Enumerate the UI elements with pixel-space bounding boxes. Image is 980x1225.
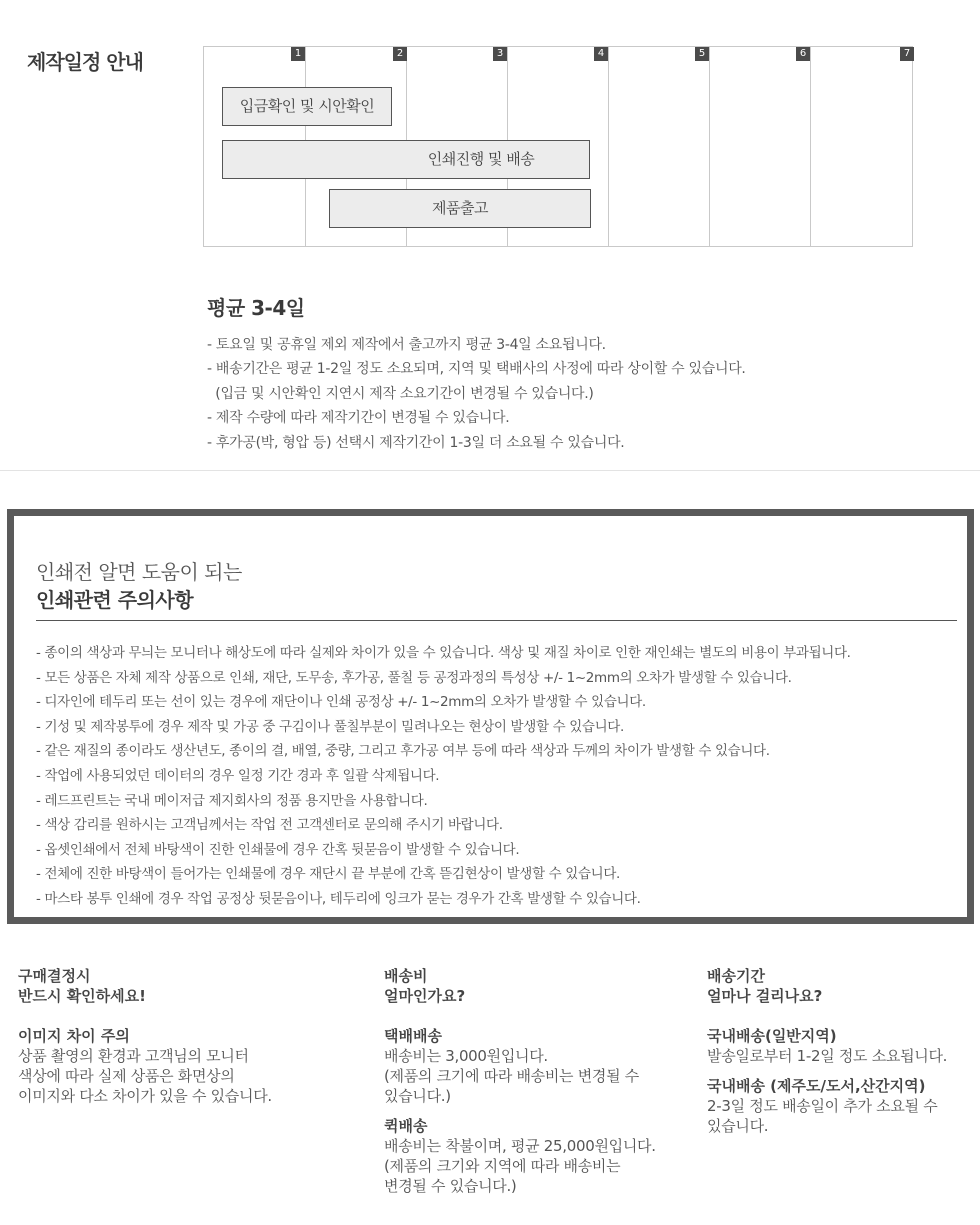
purchase-info-column: [18, 966, 358, 1116]
schedule-bar-release: 제품출고: [329, 189, 591, 228]
shipping-period-heading: 배송기간 얼마나 걸리나요?: [707, 967, 823, 1005]
schedule-grid: [203, 46, 913, 247]
quick-delivery-title: 퀵배송: [384, 1117, 428, 1135]
average-note: - 배송기간은 평균 1-2일 정도 소요되며, 지역 및 택배사의 사정에 따라 상이할 수 있습니다.: [207, 361, 746, 378]
grid-line: [608, 47, 609, 246]
day-number-4: 4: [594, 47, 608, 61]
notice-title: 인쇄관련 주의사항: [36, 588, 194, 612]
shipping-period-column: [707, 966, 977, 1146]
average-title: 평균 3-4일: [207, 296, 305, 320]
day-number-2: 2: [393, 47, 407, 61]
day-number-5: 5: [695, 47, 709, 61]
schedule-bar-payment: 입금확인 및 시안확인: [222, 87, 392, 126]
image-difference-title: 이미지 차이 주의: [18, 1027, 130, 1045]
day-number-3: 3: [493, 47, 507, 61]
shipping-fee-column: [384, 966, 684, 1206]
notice-item: - 옵셋인쇄에서 전체 바탕색이 진한 인쇄물에 경우 간혹 뒷묻음이 발생할 수 있습니다.: [36, 841, 520, 858]
quick-delivery-text: 배송비는 착불이며, 평균 25,000원입니다. (제품의 크기와 지역에 따라 배송비는 변경될 수 있습니다.): [384, 1137, 656, 1195]
notice-item: - 디자인에 테두리 또는 선이 있는 경우에 재단이나 인쇄 공정상 +/- 1~2mm의 오차가 발생할 수 있습니다.: [36, 694, 646, 711]
parcel-delivery-text: 배송비는 3,000원입니다. (제품의 크기에 따라 배송비는 변경될 수 있습니다.): [384, 1047, 639, 1105]
notice-item: - 마스타 봉투 인쇄에 경우 작업 공정상 뒷묻음이나, 테두리에 잉크가 묻는 경우가 간혹 발생할 수 있습니다.: [36, 890, 641, 907]
day-number-7: 7: [900, 47, 914, 61]
purchase-heading: 구매결정시 반드시 확인하세요!: [18, 967, 146, 1005]
average-notes: [207, 333, 746, 455]
notice-item: - 레드프린트는 국내 메이저급 제지회사의 정품 용지만을 사용합니다.: [36, 792, 428, 809]
notice-item: - 같은 재질의 종이라도 생산년도, 종이의 결, 배열, 중량, 그리고 후가공 여부 등에 따라 색상과 두께의 차이가 발생할 수 있습니다.: [36, 743, 770, 760]
average-note: (입금 및 시안확인 지연시 제작 소요기간이 변경될 수 있습니다.): [207, 385, 594, 402]
image-difference-text: 상품 촬영의 환경과 고객님의 모니터 색상에 따라 실제 상품은 화면상의 이미지와 다소 차이가 있을 수 있습니다.: [18, 1047, 272, 1105]
domestic-island-text: 2-3일 정도 배송일이 추가 소요될 수 있습니다.: [707, 1097, 938, 1135]
grid-line: [810, 47, 811, 246]
print-notice-box: [7, 509, 974, 924]
shipping-fee-heading: 배송비 얼마인가요?: [384, 967, 466, 1005]
average-note: - 후가공(박, 형압 등) 선택시 제작기간이 1-3일 더 소요될 수 있습니다.: [207, 434, 625, 451]
parcel-delivery-title: 택배배송: [384, 1027, 442, 1045]
grid-line: [709, 47, 710, 246]
schedule-bar-printing: 인쇄진행 및 배송: [222, 140, 590, 179]
notice-item: - 색상 감리를 원하시는 고객님께서는 작업 전 고객센터로 문의해 주시기 바랍니다.: [36, 817, 503, 834]
domestic-general-title: 국내배송(일반지역): [707, 1027, 837, 1045]
domestic-general-text: 발송일로부터 1-2일 정도 소요됩니다.: [707, 1047, 948, 1065]
average-note: - 제작 수량에 따라 제작기간이 변경될 수 있습니다.: [207, 410, 510, 427]
notice-subtitle: 인쇄전 알면 도움이 되는: [36, 560, 242, 584]
section-divider: [0, 470, 980, 471]
day-number-6: 6: [796, 47, 810, 61]
average-note: - 토요일 및 공휴일 제외 제작에서 출고까지 평균 3-4일 소요됩니다.: [207, 337, 606, 353]
schedule-title: 제작일정 안내: [27, 50, 143, 74]
notice-list: [36, 641, 851, 912]
notice-item: - 기성 및 제작봉투에 경우 제작 및 가공 중 구김이나 풀칠부분이 밀려나오는 현상이 발생할 수 있습니다.: [36, 718, 624, 735]
notice-divider: [36, 620, 957, 621]
day-number-1: 1: [291, 47, 305, 61]
notice-item: - 종이의 색상과 무늬는 모니터나 해상도에 따라 실제와 차이가 있을 수 있습니다. 색상 및 재질 차이로 인한 재인쇄는 별도의 비용이 부과됩니다.: [36, 645, 851, 661]
notice-item: - 전체에 진한 바탕색이 들어가는 인쇄물에 경우 재단시 끝 부분에 간혹 뜯김현상이 발생할 수 있습니다.: [36, 866, 620, 883]
domestic-island-title: 국내배송 (제주도/도서,산간지역): [707, 1077, 926, 1095]
notice-item: - 모든 상품은 자체 제작 상품으로 인쇄, 재단, 도무송, 후가공, 풀칠 등 공정과정의 특성상 +/- 1~2mm의 오차가 발생할 수 있습니다.: [36, 669, 792, 686]
notice-item: - 작업에 사용되었던 데이터의 경우 일정 기간 경과 후 일괄 삭제됩니다.: [36, 767, 440, 784]
